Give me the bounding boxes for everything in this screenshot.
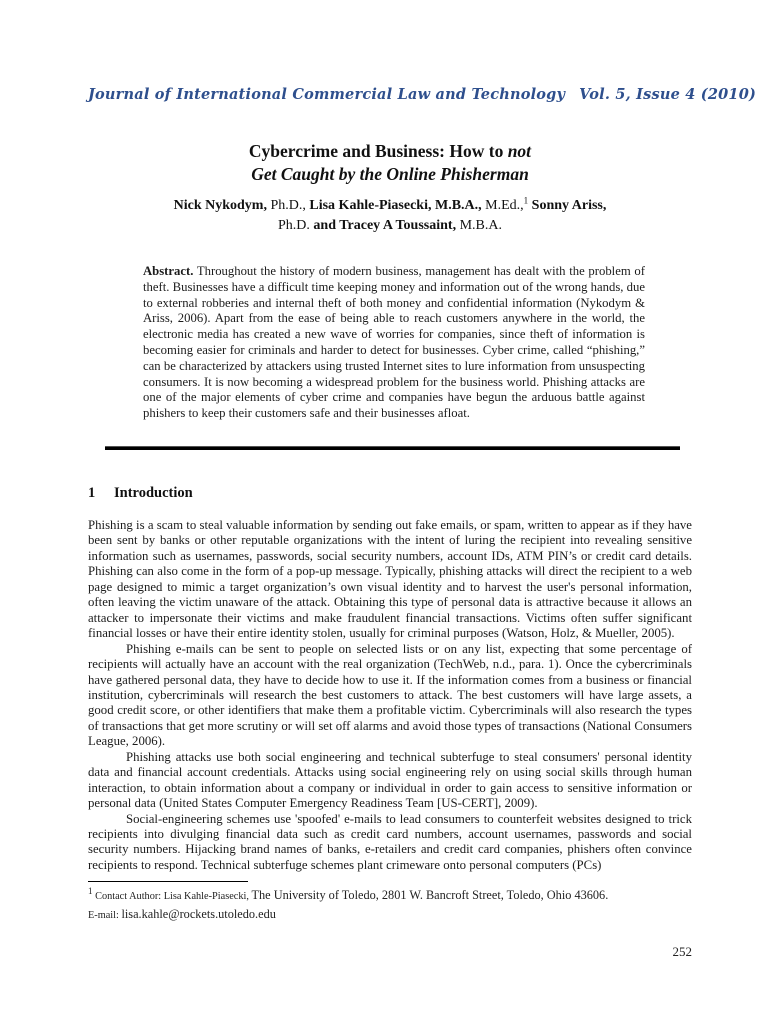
abstract-label: Abstract.: [143, 264, 194, 278]
author-degree: M.B.A.: [456, 218, 502, 233]
author-line-2: [88, 216, 692, 236]
author-name: Sonny Ariss,: [528, 198, 607, 213]
paper-title-line1: [88, 140, 692, 163]
abstract-block: [143, 264, 645, 422]
title-line1-emphasis: not: [507, 141, 532, 161]
footnote-email-address: lisa.kahle@rockets.utoledo.edu: [121, 906, 276, 921]
journal-header: [88, 86, 757, 104]
paragraph-4: Social-engineering schemes use 'spoofed' e-mails to lead consumers to counterfeit websites designed to trick recipients into divulging financial data such as credit card numbers, account usernames, passwords and social security numbers. Hijacking brand names of banks, e-retailers and credit card companies, phishers often convince recipients to respond. Technical subterfuge schemes plant crimeware onto personal computers (PCs): [88, 811, 692, 872]
section-divider-rule: [105, 446, 680, 450]
footnote-contact-label: Contact Author: Lisa Kahle-Piasecki,: [92, 891, 252, 903]
author-line-1: [88, 196, 692, 216]
journal-issue: Vol. 5, Issue 4 (2010): [579, 86, 757, 103]
footnote-mark: 1: [88, 886, 93, 897]
paper-title-line2: Get Caught by the Online Phisherman: [251, 163, 529, 184]
footnote-line-2: [88, 906, 692, 925]
section-heading: [88, 484, 692, 502]
section-title: Introduction: [114, 484, 193, 501]
paragraph-1: Phishing is a scam to steal valuable information by sending out fake emails, or spam, written to appear as if they have been sent by banks or other reputable organizations with the intent of luring the recipient into revealing sensitive information such as usernames, passwords, social security numbers, account IDs, ATM PIN’s or credit card details. Phishing can also come in the form of a pop-up message. Typically, phishing attacks will direct the recipient to a web page designed to mimic a target organization’s own visual identity and to harvest the user's personal information, often leaving the victim unaware of the attack. Obtaining this type of personal data is attractive because it allows an attacker to impersonate their victims and make fraudulent financial transactions. Victims often suffer significant financial losses or have their entire identity stolen, usually for criminal purposes (Watson, Holz, & Mueller, 2005).: [88, 517, 692, 641]
paragraph-3: Phishing attacks use both social engineering and technical subterfuge to steal consumers' personal identity data and financial account credentials. Attacks using social engineering rely on using social skills through human interaction, to obtain information about a company or individual in order to gain access to sensitive information or personal data (United States Computer Emergency Readiness Team [US-CERT], 2009).: [88, 749, 692, 811]
page-number: 252: [672, 944, 692, 960]
author-name: Lisa Kahle-Piasecki,: [305, 198, 432, 213]
author-degree: M.B.A.,: [431, 198, 482, 213]
author-degree: Ph.D.,: [266, 198, 306, 213]
author-degree: Ph.D.: [278, 218, 314, 233]
paper-title: [88, 140, 692, 185]
author-degree: M.Ed.,: [481, 198, 524, 213]
footnote-email-label: E-mail:: [88, 909, 122, 921]
author-name: Nick Nykodym,: [173, 198, 267, 213]
author-list: [88, 196, 692, 236]
footnote-reference-mark: 1: [523, 195, 529, 206]
abstract-text: Throughout the history of modern business, management has dealt with the problem of theft. Businesses have a difficult time keeping money and information out of the wrong hands, due to external robberies and internal theft of both money and confidential information (Nykodym & Ariss, 2006). Apart from the ease of being able to reach customers anywhere in the world, the electronic media has created a new wave of worries for companies, since theft of information is becoming easier for criminals and harder to detect for businesses. Cyber crime, called “phishing,” can be characterized by attackers using trusted Internet sites to lure information from unsuspecting consumers. It is now becoming a widespread problem for the business world. Phishing attacks are one of the major elements of cyber crime and companies have begun the arduous battle against phishers to keep their customers safe and their businesses afloat.: [143, 264, 645, 421]
body-text: [88, 518, 692, 873]
footnote: [88, 887, 692, 924]
footnote-affiliation: The University of Toledo, 2801 W. Bancroft Street, Toledo, Ohio 43606.: [251, 888, 609, 903]
author-name: and Tracey A Toussaint,: [313, 218, 457, 233]
section-number: 1: [88, 484, 96, 501]
journal-name: Journal of International Commercial Law and Technology: [88, 86, 566, 103]
footnote-line-1: [88, 887, 692, 906]
footnote-separator-rule: [88, 881, 248, 882]
title-line1-main: Cybercrime and Business: How to: [248, 141, 508, 161]
paragraph-2: Phishing e-mails can be sent to people on selected lists or on any list, expecting that some percentage of recipients will actually have an account with the real organization (TechWeb, n.d., para. 1). Once the cybercriminals have gathered personal data, they have to decide how to use it. If the information comes from a business or financial institution, cybercriminals will research the best customers to attack. The best customers will have large assets, a good credit score, or other identifiers that make them a profitable victim. Cybercriminals will also research the types of transactions that get more scrutiny or will set off alarms and avoid those types of transactions (National Consumers League, 2006).: [88, 641, 692, 749]
